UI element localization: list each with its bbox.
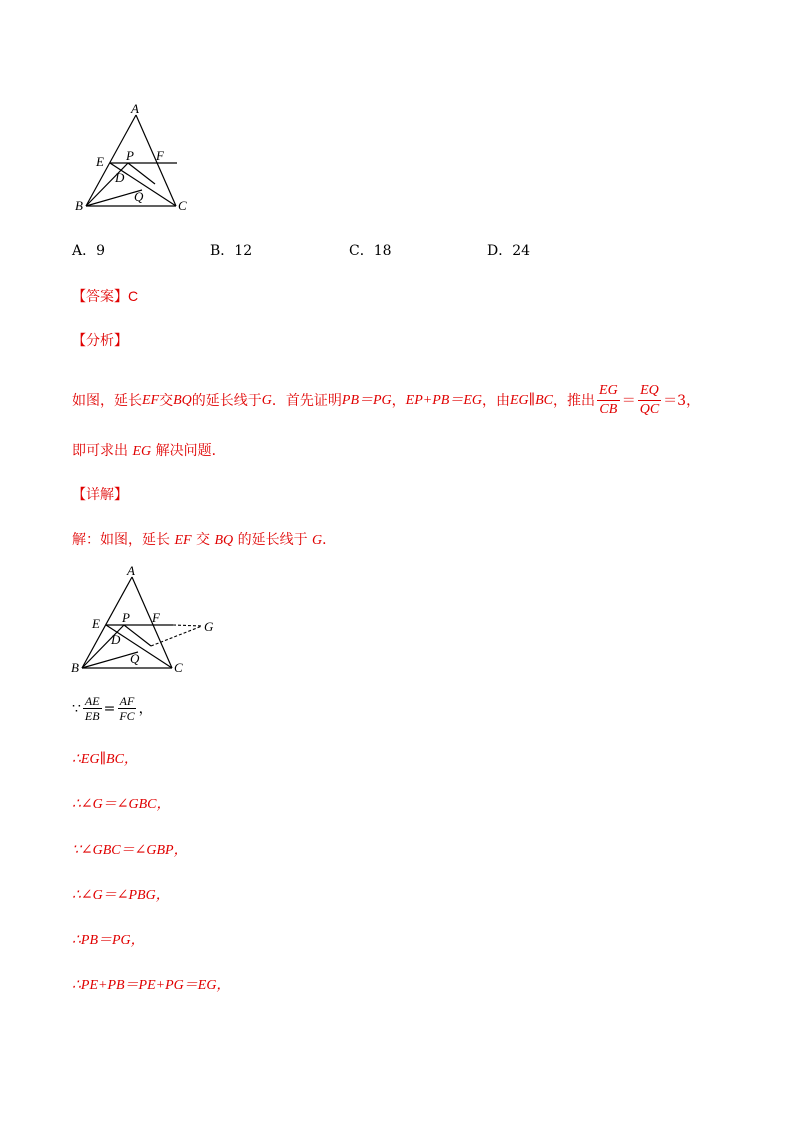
label-c: C [174, 660, 183, 675]
answer-line [72, 286, 138, 307]
label-f: F [152, 610, 160, 625]
option-c: C．18 [349, 243, 392, 259]
label-g: G [204, 619, 214, 634]
analysis-label: 【分析】 [72, 333, 128, 349]
triangle-figure-2 [68, 562, 228, 680]
step-angle-gbc-gbp: ∵∠GBC＝∠GBP， [72, 843, 188, 858]
step-parallel: ∴EG∥BC， [72, 752, 138, 767]
option-b: B．12 [210, 243, 253, 259]
label-q: Q [134, 189, 144, 204]
label-f: F [156, 148, 164, 163]
fraction-af-fc: $\frac{AF}{FC}$ [119, 694, 135, 723]
step-angle-g-pbg: ∴∠G＝∠PBG， [72, 888, 170, 903]
label-d: D [111, 632, 121, 647]
step-ratio: ∵ $\frac{AE}{EB}$ = $\frac{AF}{FC}$ ， [72, 694, 153, 723]
fraction-eg-cb: $\frac{EG}{CB}$ [599, 383, 618, 417]
analysis-line-1: 如图，延长 EF 交 BQ 的延长线于 G ．首先证明 PB＝PG ， EP+PB＝EG ，由 EG∥BC ，推出 $\frac{EG}{CB}$ ＝ $\frac{EQ}{QC}$ ＝3， [72, 383, 701, 417]
label-b: B [71, 660, 79, 675]
label-e: E [92, 616, 100, 631]
option-d: D．24 [487, 243, 531, 259]
label-q: Q [130, 651, 140, 666]
analysis-line-2: 即可求出 EG 解决问题． [72, 443, 226, 459]
detail-intro: 解：如图，延长 EF 交 BQ 的延长线于 G． [72, 532, 337, 548]
step-pb-pg: ∴PB＝PG， [72, 933, 145, 948]
label-p: P [126, 148, 134, 163]
option-a: A．9 [72, 243, 106, 259]
label-a: A [131, 101, 139, 116]
fraction-ae-eb: $\frac{AE}{EB}$ [84, 694, 100, 723]
label-a: A [127, 563, 135, 578]
label-d: D [115, 170, 125, 185]
step-sum-eg: ∴PE+PB＝PE+PG＝EG， [72, 978, 231, 993]
answer-label: 【答案】 [72, 289, 128, 305]
label-p: P [122, 610, 130, 625]
step-angle-g-gbc: ∴∠G＝∠GBC， [72, 797, 171, 812]
fraction-eq-qc: $\frac{EQ}{QC}$ [639, 383, 660, 417]
triangle-figure-1 [70, 100, 200, 218]
label-e: E [96, 154, 104, 169]
label-b: B [75, 198, 83, 213]
detail-label: 【详解】 [72, 487, 128, 503]
label-c: C [178, 198, 187, 213]
answer-value: C [128, 288, 139, 304]
